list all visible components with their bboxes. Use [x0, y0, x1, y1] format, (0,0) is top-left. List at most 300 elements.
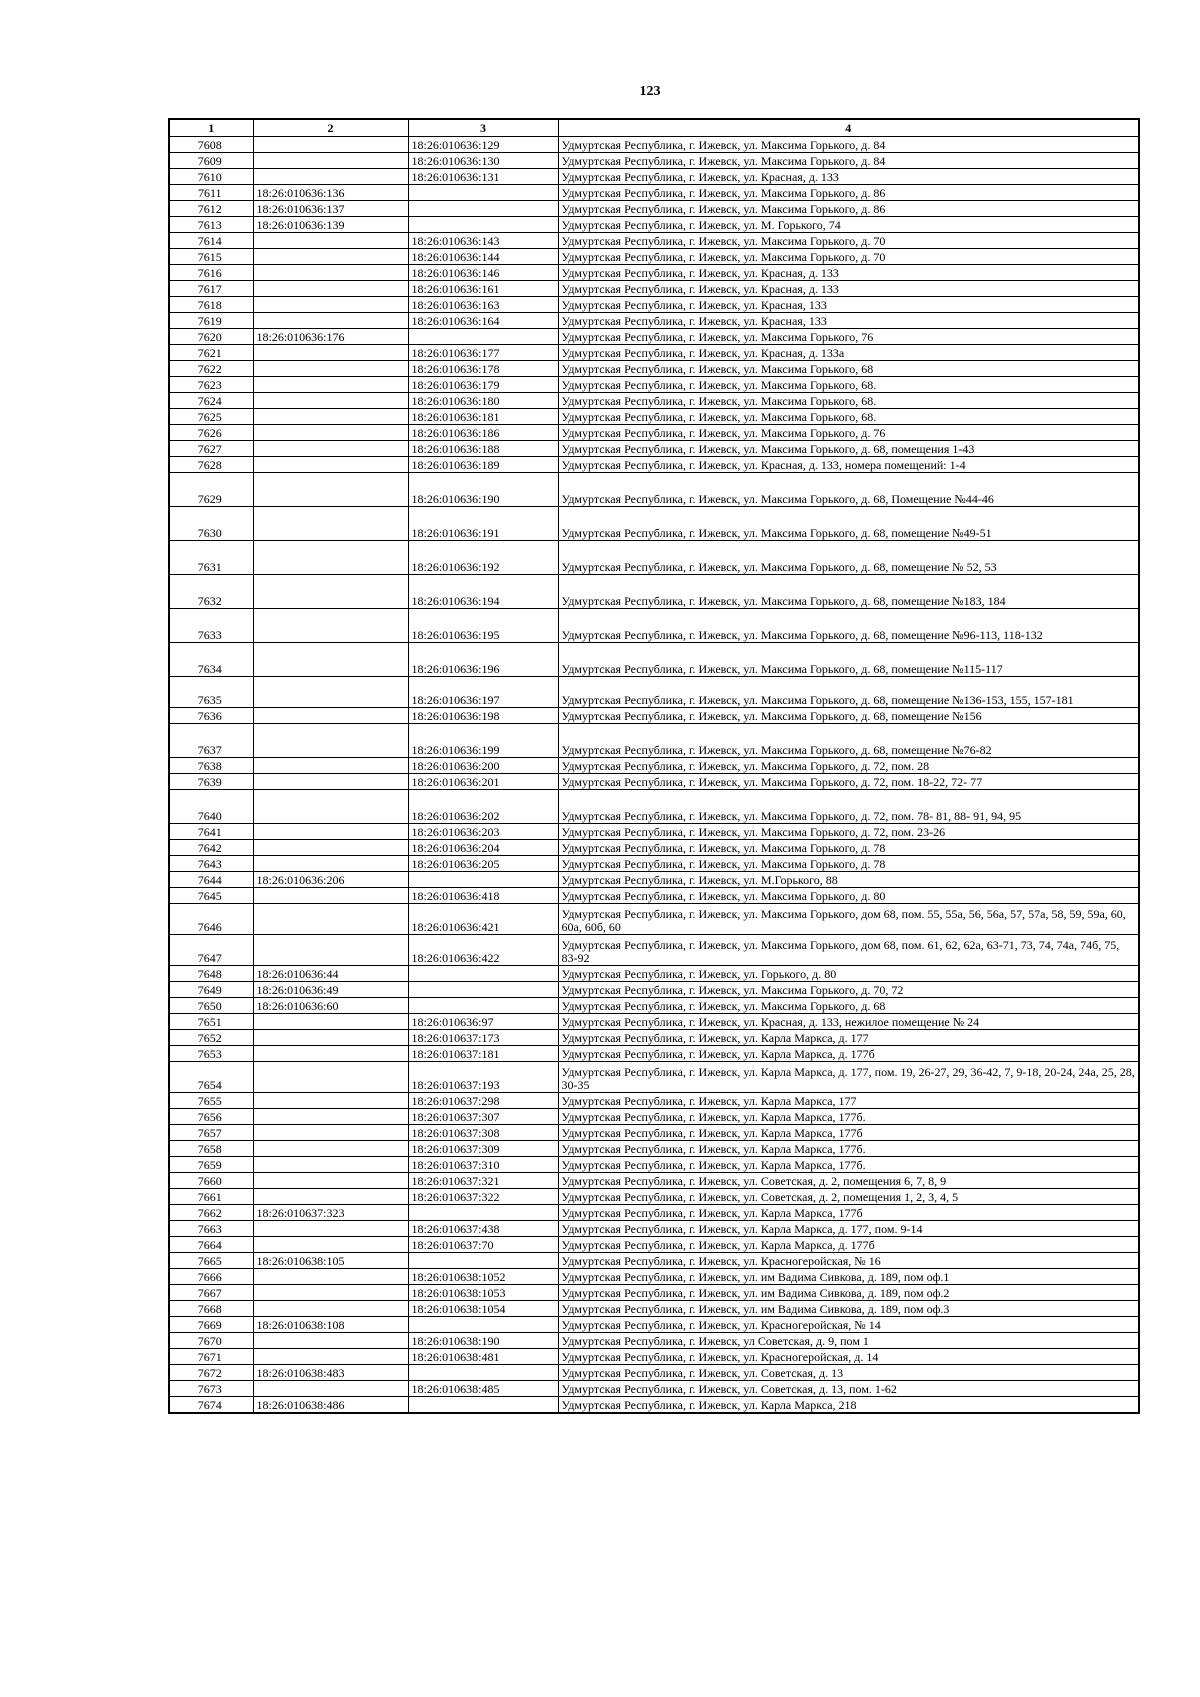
address: Удмуртская Республика, г. Ижевск, ул. Карла Маркса, 177б.	[558, 1157, 1139, 1173]
table-row	[169, 345, 1139, 361]
cadastral-number-land: 18:26:010636:136	[253, 185, 408, 201]
cadastral-number-land	[253, 249, 408, 265]
row-number: 7624	[169, 393, 253, 409]
address: Удмуртская Республика, г. Ижевск, ул. Максима Горького, д. 68, помещение №49-51	[558, 507, 1139, 541]
table-row	[169, 1046, 1139, 1062]
row-number: 7608	[169, 137, 253, 153]
cadastral-number-land	[253, 409, 408, 425]
address: Удмуртская Республика, г. Ижевск, ул. им Вадима Сивкова, д. 189, пом оф.3	[558, 1301, 1139, 1317]
address: Удмуртская Республика, г. Ижевск, ул. Карла Маркса, д. 177б	[558, 1046, 1139, 1062]
cadastral-number-building: 18:26:010637:308	[408, 1125, 558, 1141]
address: Удмуртская Республика, г. Ижевск, ул. Максима Горького, дом 68, пом. 61, 62, 62а, 63-71, 73, 74, 74а, 74б, 75, 83-92	[558, 935, 1139, 966]
table-row	[169, 840, 1139, 856]
address: Удмуртская Республика, г. Ижевск, ул. Максима Горького, 68	[558, 361, 1139, 377]
cadastral-number-land	[253, 888, 408, 904]
address: Удмуртская Республика, г. Ижевск, ул. Советская, д. 2, помещения 6, 7, 8, 9	[558, 1173, 1139, 1189]
address: Удмуртская Республика, г. Ижевск, ул. Максима Горького, д. 68, помещения 1-43	[558, 441, 1139, 457]
cadastral-number-land	[253, 1189, 408, 1205]
cadastral-number-building: 18:26:010636:202	[408, 790, 558, 824]
row-number: 7658	[169, 1141, 253, 1157]
cadastral-number-building: 18:26:010636:189	[408, 457, 558, 473]
row-number: 7619	[169, 313, 253, 329]
row-number: 7649	[169, 982, 253, 998]
cadastral-number-land: 18:26:010636:137	[253, 201, 408, 217]
row-number: 7670	[169, 1333, 253, 1349]
row-number: 7666	[169, 1269, 253, 1285]
table-row	[169, 1141, 1139, 1157]
table-row	[169, 724, 1139, 758]
table-row	[169, 856, 1139, 872]
address: Удмуртская Республика, г. Ижевск, ул. Советская, д. 13, пом. 1-62	[558, 1381, 1139, 1397]
row-number: 7636	[169, 708, 253, 724]
row-number: 7674	[169, 1397, 253, 1414]
cadastral-number-building	[408, 872, 558, 888]
table-row	[169, 708, 1139, 724]
address: Удмуртская Республика, г. Ижевск, ул. Максима Горького, д. 68, помещение № 52, 53	[558, 541, 1139, 575]
table-row	[169, 377, 1139, 393]
address: Удмуртская Республика, г. Ижевск, ул. им Вадима Сивкова, д. 189, пом оф.2	[558, 1285, 1139, 1301]
cadastral-number-land: 18:26:010636:49	[253, 982, 408, 998]
address: Удмуртская Республика, г. Ижевск, ул. Советская, д. 13	[558, 1365, 1139, 1381]
table-row	[169, 1301, 1139, 1317]
table-row	[169, 457, 1139, 473]
cadastral-number-land	[253, 790, 408, 824]
address: Удмуртская Республика, г. Ижевск, ул. Максима Горького, д. 72, пом. 23-26	[558, 824, 1139, 840]
row-number: 7609	[169, 153, 253, 169]
cadastral-number-land	[253, 1333, 408, 1349]
cadastral-number-building: 18:26:010637:321	[408, 1173, 558, 1189]
row-number: 7671	[169, 1349, 253, 1365]
row-number: 7639	[169, 774, 253, 790]
cadastral-number-land: 18:26:010638:105	[253, 1253, 408, 1269]
cadastral-number-land	[253, 904, 408, 935]
cadastral-number-land	[253, 1141, 408, 1157]
cadastral-number-building: 18:26:010637:298	[408, 1093, 558, 1109]
table-row	[169, 329, 1139, 345]
table-row	[169, 1333, 1139, 1349]
address: Удмуртская Республика, г. Ижевск, ул Советская, д. 9, пом 1	[558, 1333, 1139, 1349]
column-header-1: 1	[169, 119, 253, 137]
table-row	[169, 541, 1139, 575]
cadastral-number-land: 18:26:010638:486	[253, 1397, 408, 1414]
cadastral-number-land	[253, 609, 408, 643]
cadastral-number-building	[408, 329, 558, 345]
cadastral-number-land	[253, 1269, 408, 1285]
row-number: 7634	[169, 643, 253, 677]
address: Удмуртская Республика, г. Ижевск, ул. Максима Горького, 68.	[558, 377, 1139, 393]
table-row	[169, 153, 1139, 169]
cadastral-number-land	[253, 840, 408, 856]
table-row	[169, 185, 1139, 201]
cadastral-number-building	[408, 1397, 558, 1414]
table-row	[169, 904, 1139, 935]
address: Удмуртская Республика, г. Ижевск, ул. Красная, д. 133а	[558, 345, 1139, 361]
row-number: 7632	[169, 575, 253, 609]
cadastral-number-building: 18:26:010636:197	[408, 677, 558, 708]
row-number: 7620	[169, 329, 253, 345]
table-row	[169, 217, 1139, 233]
cadastral-number-land	[253, 1030, 408, 1046]
cadastral-number-land: 18:26:010638:483	[253, 1365, 408, 1381]
table-row	[169, 998, 1139, 1014]
cadastral-number-land: 18:26:010636:44	[253, 966, 408, 982]
cadastral-number-building: 18:26:010637:438	[408, 1221, 558, 1237]
cadastral-number-building	[408, 1253, 558, 1269]
cadastral-number-building: 18:26:010636:204	[408, 840, 558, 856]
cadastral-number-building	[408, 201, 558, 217]
cadastral-number-land	[253, 1285, 408, 1301]
cadastral-number-land: 18:26:010637:323	[253, 1205, 408, 1221]
row-number: 7641	[169, 824, 253, 840]
row-number: 7664	[169, 1237, 253, 1253]
cadastral-number-building: 18:26:010637:193	[408, 1062, 558, 1093]
address: Удмуртская Республика, г. Ижевск, ул. Красная, д. 133, нежилое помещение № 24	[558, 1014, 1139, 1030]
cadastral-number-building: 18:26:010637:70	[408, 1237, 558, 1253]
row-number: 7615	[169, 249, 253, 265]
address: Удмуртская Республика, г. Ижевск, ул. Карла Маркса, 177б.	[558, 1109, 1139, 1125]
cadastral-number-land	[253, 575, 408, 609]
address: Удмуртская Республика, г. Ижевск, ул. Максима Горького, д. 68, помещение №76-82	[558, 724, 1139, 758]
row-number: 7629	[169, 473, 253, 507]
address: Удмуртская Республика, г. Ижевск, ул. Максима Горького, д. 76	[558, 425, 1139, 441]
row-number: 7630	[169, 507, 253, 541]
row-number: 7640	[169, 790, 253, 824]
row-number: 7627	[169, 441, 253, 457]
cadastral-number-building: 18:26:010636:190	[408, 473, 558, 507]
cadastral-number-land	[253, 1237, 408, 1253]
row-number: 7613	[169, 217, 253, 233]
cadastral-number-building: 18:26:010638:1053	[408, 1285, 558, 1301]
table-row	[169, 1109, 1139, 1125]
cadastral-number-building: 18:26:010638:1052	[408, 1269, 558, 1285]
address: Удмуртская Республика, г. Ижевск, ул. Максима Горького, 76	[558, 329, 1139, 345]
address: Удмуртская Республика, г. Ижевск, ул. Карла Маркса, 177б	[558, 1205, 1139, 1221]
table-row	[169, 281, 1139, 297]
table-row	[169, 966, 1139, 982]
cadastral-number-building: 18:26:010637:307	[408, 1109, 558, 1125]
cadastral-number-building: 18:26:010636:205	[408, 856, 558, 872]
table-row	[169, 1221, 1139, 1237]
row-number: 7621	[169, 345, 253, 361]
table-row	[169, 169, 1139, 185]
table-row	[169, 313, 1139, 329]
cadastral-number-land	[253, 1093, 408, 1109]
cadastral-number-land	[253, 441, 408, 457]
cadastral-number-land	[253, 724, 408, 758]
table-row	[169, 1285, 1139, 1301]
address: Удмуртская Республика, г. Ижевск, ул. Карла Маркса, 177б	[558, 1125, 1139, 1141]
table-row	[169, 1157, 1139, 1173]
address: Удмуртская Республика, г. Ижевск, ул. Максима Горького, д. 78	[558, 856, 1139, 872]
cadastral-number-land	[253, 313, 408, 329]
address: Удмуртская Республика, г. Ижевск, ул. Карла Маркса, д. 177, пом. 9-14	[558, 1221, 1139, 1237]
address: Удмуртская Республика, г. Ижевск, ул. Максима Горького, д. 68, помещение №183, 184	[558, 575, 1139, 609]
table-row	[169, 1205, 1139, 1221]
column-header-2: 2	[253, 119, 408, 137]
address: Удмуртская Республика, г. Ижевск, ул. М.Горького, 88	[558, 872, 1139, 888]
address: Удмуртская Республика, г. Ижевск, ул. Максима Горького, д. 84	[558, 153, 1139, 169]
address: Удмуртская Республика, г. Ижевск, ул. Максима Горького, д. 68, помещение №156	[558, 708, 1139, 724]
cadastral-number-land	[253, 1046, 408, 1062]
row-number: 7644	[169, 872, 253, 888]
cadastral-number-land	[253, 1014, 408, 1030]
cadastral-number-land	[253, 643, 408, 677]
table-row	[169, 774, 1139, 790]
table-row	[169, 824, 1139, 840]
table-row	[169, 790, 1139, 824]
cadastral-number-building: 18:26:010636:181	[408, 409, 558, 425]
cadastral-number-building: 18:26:010636:199	[408, 724, 558, 758]
address: Удмуртская Республика, г. Ижевск, ул. Максима Горького, д. 86	[558, 201, 1139, 217]
cadastral-number-building: 18:26:010636:129	[408, 137, 558, 153]
cadastral-number-land	[253, 1109, 408, 1125]
address: Удмуртская Республика, г. Ижевск, ул. Максима Горького, д. 72, пом. 18-22, 72- 77	[558, 774, 1139, 790]
row-number: 7652	[169, 1030, 253, 1046]
address: Удмуртская Республика, г. Ижевск, ул. Максима Горького, д. 68, помещение №96-113, 118-132	[558, 609, 1139, 643]
address: Удмуртская Республика, г. Ижевск, ул. Максима Горького, д. 70	[558, 233, 1139, 249]
row-number: 7646	[169, 904, 253, 935]
row-number: 7648	[169, 966, 253, 982]
cadastral-number-building: 18:26:010638:1054	[408, 1301, 558, 1317]
table-row	[169, 297, 1139, 313]
address: Удмуртская Республика, г. Ижевск, ул. Карла Маркса, д. 177, пом. 19, 26-27, 29, 36-42, 7, 9-18, 20-24, 24а, 25, 28, 30-35	[558, 1062, 1139, 1093]
row-number: 7611	[169, 185, 253, 201]
cadastral-number-land: 18:26:010636:60	[253, 998, 408, 1014]
row-number: 7661	[169, 1189, 253, 1205]
cadastral-number-land	[253, 361, 408, 377]
row-number: 7612	[169, 201, 253, 217]
table-row	[169, 1349, 1139, 1365]
cadastral-number-building: 18:26:010636:198	[408, 708, 558, 724]
table-row	[169, 1014, 1139, 1030]
address: Удмуртская Республика, г. Ижевск, ул. Красная, д. 133	[558, 265, 1139, 281]
cadastral-number-land	[253, 856, 408, 872]
cadastral-number-building: 18:26:010636:144	[408, 249, 558, 265]
cadastral-number-building: 18:26:010637:310	[408, 1157, 558, 1173]
cadastral-number-building: 18:26:010636:161	[408, 281, 558, 297]
address: Удмуртская Республика, г. Ижевск, ул. Красная, 133	[558, 297, 1139, 313]
address: Удмуртская Республика, г. Ижевск, ул. Карла Маркса, 177б.	[558, 1141, 1139, 1157]
cadastral-number-land	[253, 137, 408, 153]
row-number: 7645	[169, 888, 253, 904]
cadastral-number-building: 18:26:010636:163	[408, 297, 558, 313]
cadastral-number-land	[253, 541, 408, 575]
row-number: 7617	[169, 281, 253, 297]
cadastral-number-land	[253, 265, 408, 281]
address: Удмуртская Республика, г. Ижевск, ул. Максима Горького, д. 68	[558, 998, 1139, 1014]
address: Удмуртская Республика, г. Ижевск, ул. Максима Горького, д. 86	[558, 185, 1139, 201]
cadastral-number-land	[253, 393, 408, 409]
cadastral-number-building	[408, 1205, 558, 1221]
table-row	[169, 1062, 1139, 1093]
cadastral-number-land	[253, 677, 408, 708]
row-number: 7651	[169, 1014, 253, 1030]
address: Удмуртская Республика, г. Ижевск, ул. Карла Маркса, 177	[558, 1093, 1139, 1109]
address: Удмуртская Республика, г. Ижевск, ул. Карла Маркса, д. 177б	[558, 1237, 1139, 1253]
cadastral-number-building: 18:26:010636:188	[408, 441, 558, 457]
address: Удмуртская Республика, г. Ижевск, ул. Максима Горького, д. 70, 72	[558, 982, 1139, 998]
cadastral-number-land	[253, 425, 408, 441]
row-number: 7625	[169, 409, 253, 425]
cadastral-number-building	[408, 217, 558, 233]
cadastral-number-building: 18:26:010638:485	[408, 1381, 558, 1397]
table-row	[169, 935, 1139, 966]
cadastral-number-land	[253, 297, 408, 313]
cadastral-number-land	[253, 169, 408, 185]
cadastral-number-building: 18:26:010636:177	[408, 345, 558, 361]
cadastral-number-building: 18:26:010636:180	[408, 393, 558, 409]
address: Удмуртская Республика, г. Ижевск, ул. Максима Горького, 68.	[558, 409, 1139, 425]
cadastral-number-building: 18:26:010637:322	[408, 1189, 558, 1205]
cadastral-number-land	[253, 233, 408, 249]
cadastral-number-building: 18:26:010637:181	[408, 1046, 558, 1062]
cadastral-number-building: 18:26:010636:178	[408, 361, 558, 377]
address: Удмуртская Республика, г. Ижевск, ул. Максима Горького, д. 72, пом. 28	[558, 758, 1139, 774]
address: Удмуртская Республика, г. Ижевск, ул. Максима Горького, д. 68, Помещение №44-46	[558, 473, 1139, 507]
cadastral-number-building	[408, 982, 558, 998]
cadastral-number-building: 18:26:010636:422	[408, 935, 558, 966]
row-number: 7669	[169, 1317, 253, 1333]
cadastral-number-building	[408, 1365, 558, 1381]
address: Удмуртская Республика, г. Ижевск, ул. Максима Горького, д. 78	[558, 840, 1139, 856]
cadastral-number-building: 18:26:010636:130	[408, 153, 558, 169]
table-row	[169, 1237, 1139, 1253]
table-row	[169, 982, 1139, 998]
header-row	[169, 119, 1139, 137]
cadastral-number-land	[253, 457, 408, 473]
address: Удмуртская Республика, г. Ижевск, ул. Карла Маркса, 218	[558, 1397, 1139, 1414]
address: Удмуртская Республика, г. Ижевск, ул. Максима Горького, дом 68, пом. 55, 55а, 56, 56а, 57, 57а, 58, 59, 59а, 60, 60а, 60б, 60	[558, 904, 1139, 935]
cadastral-number-building	[408, 1317, 558, 1333]
cadastral-number-building	[408, 998, 558, 1014]
row-number: 7618	[169, 297, 253, 313]
row-number: 7647	[169, 935, 253, 966]
cadastral-number-land	[253, 281, 408, 297]
cadastral-number-land	[253, 345, 408, 361]
address: Удмуртская Республика, г. Ижевск, ул. Красногеройская, № 14	[558, 1317, 1139, 1333]
table-row	[169, 249, 1139, 265]
cadastral-number-land: 18:26:010638:108	[253, 1317, 408, 1333]
table-row	[169, 1253, 1139, 1269]
cadastral-number-building: 18:26:010636:192	[408, 541, 558, 575]
cadastral-number-land	[253, 1301, 408, 1317]
cadastral-number-building: 18:26:010636:203	[408, 824, 558, 840]
table-row	[169, 1365, 1139, 1381]
cadastral-number-land	[253, 708, 408, 724]
row-number: 7610	[169, 169, 253, 185]
row-number: 7635	[169, 677, 253, 708]
row-number: 7654	[169, 1062, 253, 1093]
cadastral-number-land	[253, 1349, 408, 1365]
row-number: 7626	[169, 425, 253, 441]
cadastral-number-land	[253, 1157, 408, 1173]
cadastral-number-building: 18:26:010637:309	[408, 1141, 558, 1157]
address: Удмуртская Республика, г. Ижевск, ул. Максима Горького, д. 84	[558, 137, 1139, 153]
address: Удмуртская Республика, г. Ижевск, ул. Максима Горького, д. 68, помещение №115-117	[558, 643, 1139, 677]
cadastral-number-building: 18:26:010636:194	[408, 575, 558, 609]
cadastral-number-building	[408, 185, 558, 201]
row-number: 7663	[169, 1221, 253, 1237]
cadastral-number-land	[253, 1173, 408, 1189]
cadastral-number-land	[253, 1381, 408, 1397]
cadastral-number-building: 18:26:010636:179	[408, 377, 558, 393]
table-row	[169, 1317, 1139, 1333]
table-row	[169, 409, 1139, 425]
page-number: 123	[639, 84, 661, 99]
row-number: 7642	[169, 840, 253, 856]
row-number: 7638	[169, 758, 253, 774]
table-body	[169, 137, 1139, 1414]
address: Удмуртская Республика, г. Ижевск, ул. Максима Горького, д. 68, помещение №136-153, 155, 157-181	[558, 677, 1139, 708]
table-row	[169, 609, 1139, 643]
cadastral-number-building: 18:26:010636:195	[408, 609, 558, 643]
table-row	[169, 888, 1139, 904]
row-number: 7631	[169, 541, 253, 575]
address: Удмуртская Республика, г. Ижевск, ул. Максима Горького, 68.	[558, 393, 1139, 409]
row-number: 7628	[169, 457, 253, 473]
address: Удмуртская Республика, г. Ижевск, ул. Красная, д. 133	[558, 169, 1139, 185]
row-number: 7668	[169, 1301, 253, 1317]
cadastral-number-land	[253, 774, 408, 790]
row-number: 7653	[169, 1046, 253, 1062]
cadastral-number-building: 18:26:010636:421	[408, 904, 558, 935]
cadastral-number-land	[253, 1125, 408, 1141]
table-row	[169, 441, 1139, 457]
row-number: 7650	[169, 998, 253, 1014]
table-row	[169, 1189, 1139, 1205]
table-row	[169, 361, 1139, 377]
row-number: 7657	[169, 1125, 253, 1141]
table-row	[169, 1381, 1139, 1397]
table-row	[169, 758, 1139, 774]
address: Удмуртская Республика, г. Ижевск, ул. М. Горького, 74	[558, 217, 1139, 233]
table-row	[169, 507, 1139, 541]
table-row	[169, 1397, 1139, 1414]
address: Удмуртская Республика, г. Ижевск, ул. Красная, 133	[558, 313, 1139, 329]
cadastral-number-building: 18:26:010636:143	[408, 233, 558, 249]
address: Удмуртская Республика, г. Ижевск, ул. Красногеройская, д. 14	[558, 1349, 1139, 1365]
column-header-3: 3	[408, 119, 558, 137]
cadastral-number-building: 18:26:010638:481	[408, 1349, 558, 1365]
address: Удмуртская Республика, г. Ижевск, ул. Максима Горького, д. 72, пом. 78- 81, 88- 91, 94, 95	[558, 790, 1139, 824]
address: Удмуртская Республика, г. Ижевск, ул. Горького, д. 80	[558, 966, 1139, 982]
row-number: 7656	[169, 1109, 253, 1125]
cadastral-number-land: 18:26:010636:176	[253, 329, 408, 345]
table-row	[169, 233, 1139, 249]
address: Удмуртская Республика, г. Ижевск, ул. им Вадима Сивкова, д. 189, пом оф.1	[558, 1269, 1139, 1285]
cadastral-number-land	[253, 1062, 408, 1093]
address: Удмуртская Республика, г. Ижевск, ул. Красная, д. 133	[558, 281, 1139, 297]
table-row	[169, 677, 1139, 708]
address: Удмуртская Республика, г. Ижевск, ул. Советская, д. 2, помещения 1, 2, 3, 4, 5	[558, 1189, 1139, 1205]
row-number: 7643	[169, 856, 253, 872]
cadastral-number-building: 18:26:010637:173	[408, 1030, 558, 1046]
table-row	[169, 1093, 1139, 1109]
cadastral-number-land	[253, 473, 408, 507]
cadastral-number-land: 18:26:010636:206	[253, 872, 408, 888]
cadastral-number-land	[253, 377, 408, 393]
cadastral-number-building: 18:26:010636:196	[408, 643, 558, 677]
cadastral-number-land	[253, 758, 408, 774]
cadastral-number-land	[253, 935, 408, 966]
address: Удмуртская Республика, г. Ижевск, ул. Красногеройская, № 16	[558, 1253, 1139, 1269]
row-number: 7662	[169, 1205, 253, 1221]
column-header-4: 4	[558, 119, 1139, 137]
address: Удмуртская Республика, г. Ижевск, ул. Красная, д. 133, номера помещений: 1-4	[558, 457, 1139, 473]
cadastral-number-building: 18:26:010636:146	[408, 265, 558, 281]
table-row	[169, 473, 1139, 507]
cadastral-number-land	[253, 507, 408, 541]
